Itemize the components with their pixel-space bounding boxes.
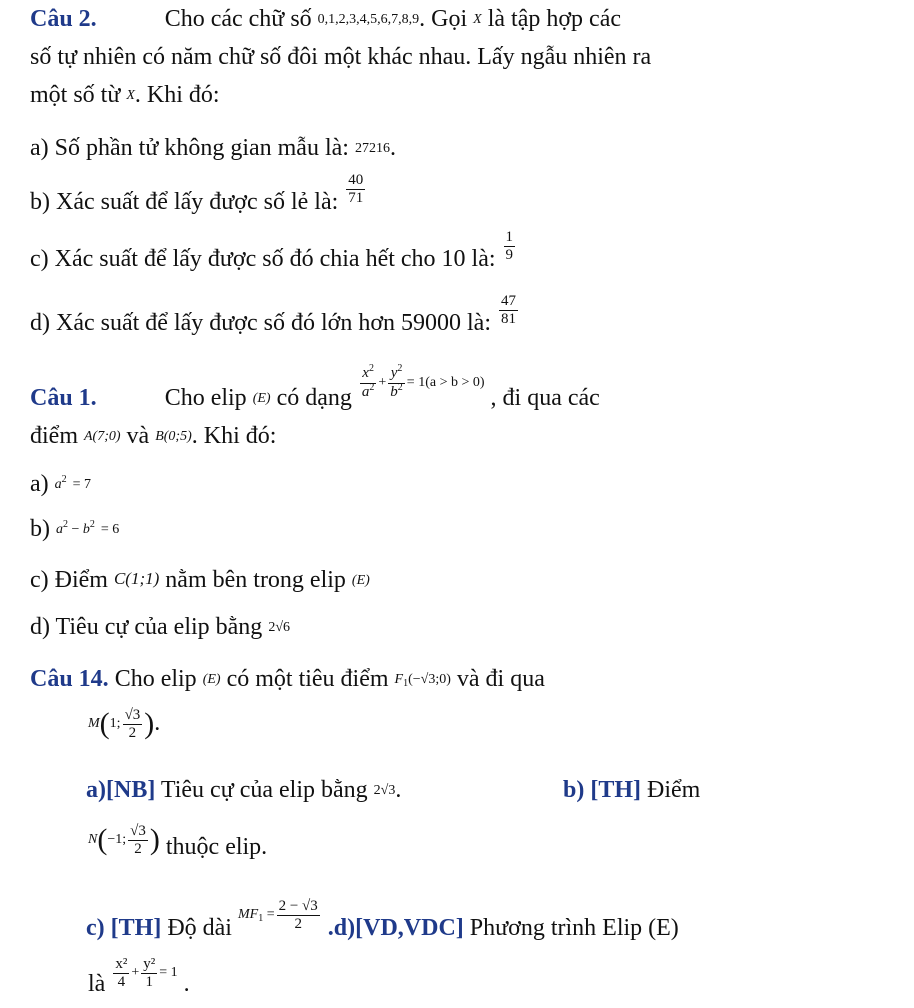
cau2-set-2: X bbox=[126, 88, 135, 103]
cau2-b-text: b) Xác suất để lấy được số lẻ là: bbox=[30, 189, 339, 216]
cau2-digits: 0,1,2,3,4,5,6,7,8,9 bbox=[317, 12, 420, 27]
cau14-d-label: .d)[VD,VDC] bbox=[327, 915, 464, 942]
cau1-intro-a: Cho elip bbox=[164, 385, 247, 412]
cau2-label: Câu 2. bbox=[30, 6, 97, 32]
cau14-M-frac bbox=[123, 707, 143, 742]
cau2-option-d bbox=[30, 293, 520, 342]
cau14-c-label: c) [TH] bbox=[86, 915, 162, 942]
cau2-line3-a: một số từ bbox=[30, 82, 121, 108]
cau1-c-text-a: c) Điểm bbox=[30, 567, 108, 593]
cau14-a-end: . bbox=[395, 777, 402, 803]
cau14-N: N bbox=[88, 832, 98, 847]
cau14-b-label: b) [TH] bbox=[563, 777, 641, 803]
cau1-intro-c: , đi qua các bbox=[490, 385, 600, 412]
cau1-frac-x: $\frac{x^2}{a^2}$ bbox=[361, 363, 375, 400]
cau14-last-n2: y² bbox=[143, 956, 156, 972]
cau2-c-text: c) Xác suất để lấy được số đó chia hết cho 10 là: bbox=[30, 246, 496, 273]
cau14-E: (E) bbox=[202, 672, 221, 687]
cau14-M-num: √3 bbox=[124, 706, 141, 723]
cau14-last-d1: 4 bbox=[117, 974, 126, 990]
cau14-N-frac bbox=[128, 823, 148, 858]
cau2-d-text: d) Xác suất để lấy được số đó lớn hơn 59000 là: bbox=[30, 310, 491, 337]
cau1-label: Câu 1. bbox=[30, 385, 97, 412]
cau2-b-fraction bbox=[346, 172, 365, 207]
cau1-a-label: a) bbox=[30, 471, 49, 497]
cau2-a-end: . bbox=[389, 135, 396, 161]
cau2-option-a bbox=[30, 133, 396, 167]
cau14-c-lhs: MF bbox=[237, 907, 259, 923]
cau14-c-equation: $MF_1$ = $\frac{2 - √3}{2}$ bbox=[237, 898, 318, 932]
cau1-a-expr: = 7 bbox=[72, 477, 92, 492]
cau14-M-den: 2 bbox=[128, 724, 137, 741]
cau14-N-den: 2 bbox=[134, 840, 142, 857]
cau14-label: Câu 14. bbox=[30, 666, 109, 692]
cau1-c-text-b: nằm bên trong elip bbox=[165, 567, 346, 593]
cau14-intro-a: Cho elip bbox=[114, 666, 197, 692]
cau14-M-x: 1; bbox=[109, 716, 121, 731]
cau1-E: (E) bbox=[252, 391, 271, 407]
cau2-line2: số tự nhiên có năm chữ số đôi một khác nhau. Lấy ngẫu nhiên ra bbox=[30, 44, 652, 70]
cau2-b-den: 71 bbox=[348, 190, 364, 206]
cau14-a-label: a)[NB] bbox=[86, 777, 156, 803]
cau2-c-num: 1 bbox=[505, 229, 514, 245]
cau1-b-expr: = 6 bbox=[100, 522, 120, 537]
cau2-d-fraction bbox=[499, 293, 518, 328]
cau1-b-label: b) bbox=[30, 516, 50, 542]
cau2-line3 bbox=[30, 80, 220, 114]
cau1-intro-b: có dạng bbox=[276, 385, 352, 412]
cau14-M: M bbox=[88, 716, 100, 731]
cau2-d-den: 81 bbox=[501, 311, 516, 327]
cau1-equation: $\frac{x^2}{a^2}$ + $\frac{y^2}{b^2}$ = 1(a > b > 0) bbox=[361, 363, 485, 400]
cau14-intro-b: có một tiêu điểm bbox=[226, 666, 389, 692]
cau1-line1 bbox=[30, 363, 600, 418]
cau14-c-num: 2 − √3 bbox=[278, 898, 318, 914]
cau14-last-rhs: = 1 bbox=[159, 965, 178, 981]
cau14-point-M: M(1; $\frac{√3}{2}$ ). bbox=[88, 706, 161, 741]
cau1-pointA: A(7;0) bbox=[84, 429, 121, 444]
cau14-intro-c: và đi qua bbox=[456, 666, 545, 692]
cau14-c-frac bbox=[277, 898, 320, 933]
cau14-last-frac-x bbox=[113, 956, 129, 991]
cau1-option-c bbox=[30, 565, 370, 599]
cau14-last-a: là bbox=[88, 971, 106, 998]
cau2-option-b bbox=[30, 172, 367, 221]
cau14-b-end: thuộc elip. bbox=[165, 834, 268, 860]
cau2-b-num: 40 bbox=[348, 172, 364, 188]
cau2-a-text: a) Số phần tử không gian mẫu là: bbox=[30, 135, 349, 161]
cau14-last-n1: x² bbox=[115, 956, 128, 972]
cau1-E-2: (E) bbox=[351, 573, 370, 588]
cau2-line1 bbox=[30, 4, 621, 38]
cau1-line2-b: và bbox=[126, 423, 150, 449]
cau1-line2-c: . Khi đó: bbox=[191, 423, 277, 449]
cau1-d-val: 2√6 bbox=[268, 620, 290, 635]
cau14-a-val: 2√3 bbox=[373, 783, 396, 798]
cau14-line1: Câu 14. Cho elip (E) có một tiêu điểm $F_1(-√3;0)$ và đi qua bbox=[30, 666, 545, 692]
cau2-a-val: 27216 bbox=[354, 141, 390, 156]
cau14-d-text: Phương trình Elip (E) bbox=[469, 915, 679, 942]
cau14-point-N: N(−1; $\frac{√3}{2}$ ) thuộc elip. bbox=[88, 822, 268, 860]
cau2-line3-b: . Khi đó: bbox=[134, 82, 220, 108]
cau2-option-c bbox=[30, 229, 517, 278]
cau14-focus: (−√3;0) bbox=[408, 672, 451, 687]
cau1-option-a: a) $a^2 = 7$ bbox=[30, 471, 92, 497]
cau1-option-b: b) $a^2 - b^2 = 6$ bbox=[30, 516, 120, 542]
cau2-intro-b: . Gọi bbox=[419, 6, 468, 32]
cau1-line2 bbox=[30, 421, 276, 455]
cau1-line2-a: điểm bbox=[30, 423, 78, 449]
cau14-row-ab bbox=[86, 775, 401, 809]
cau14-last-d2: 1 bbox=[145, 974, 153, 990]
cau1-option-d bbox=[30, 612, 290, 646]
cau14-row-cd bbox=[86, 898, 679, 948]
cau1-c-point: C(1;1) bbox=[113, 569, 160, 588]
cau1-frac-y: $\frac{y^2}{b^2}$ bbox=[390, 363, 403, 400]
cau2-d-num: 47 bbox=[501, 293, 516, 309]
cau1-pointB: B(0;5) bbox=[155, 429, 192, 444]
cau1-d-text: d) Tiêu cự của elip bằng bbox=[30, 614, 263, 640]
cau2-c-fraction bbox=[504, 229, 516, 264]
cau2-set: X bbox=[473, 12, 482, 27]
cau1-eq-cond: = 1(a > b > 0) bbox=[406, 375, 485, 391]
cau2-intro-a: Cho các chữ số bbox=[164, 6, 312, 32]
cau14-last-line: là $\frac{\text{x²}}{4}$ + $\frac{\text{y²}}{1}$ = 1 . bbox=[88, 956, 190, 998]
cau14-b-text: Điểm bbox=[647, 777, 701, 803]
cau2-c-den: 9 bbox=[505, 247, 514, 263]
cau14-N-num: √3 bbox=[130, 822, 146, 839]
cau14-c-den: 2 bbox=[294, 916, 302, 932]
cau14-a-text: Tiêu cự của elip bằng bbox=[160, 777, 368, 803]
cau14-option-b-head bbox=[563, 775, 700, 805]
cau2-intro-c: là tập hợp các bbox=[487, 6, 622, 32]
cau14-N-x: −1; bbox=[107, 832, 127, 847]
cau14-last-frac-y bbox=[141, 956, 157, 991]
cau14-c-text: Độ dài bbox=[167, 915, 232, 942]
cau14-last-eq: $\frac{\text{x²}}{4}$ + $\frac{\text{y²}}{1}$ = 1 bbox=[115, 956, 178, 990]
